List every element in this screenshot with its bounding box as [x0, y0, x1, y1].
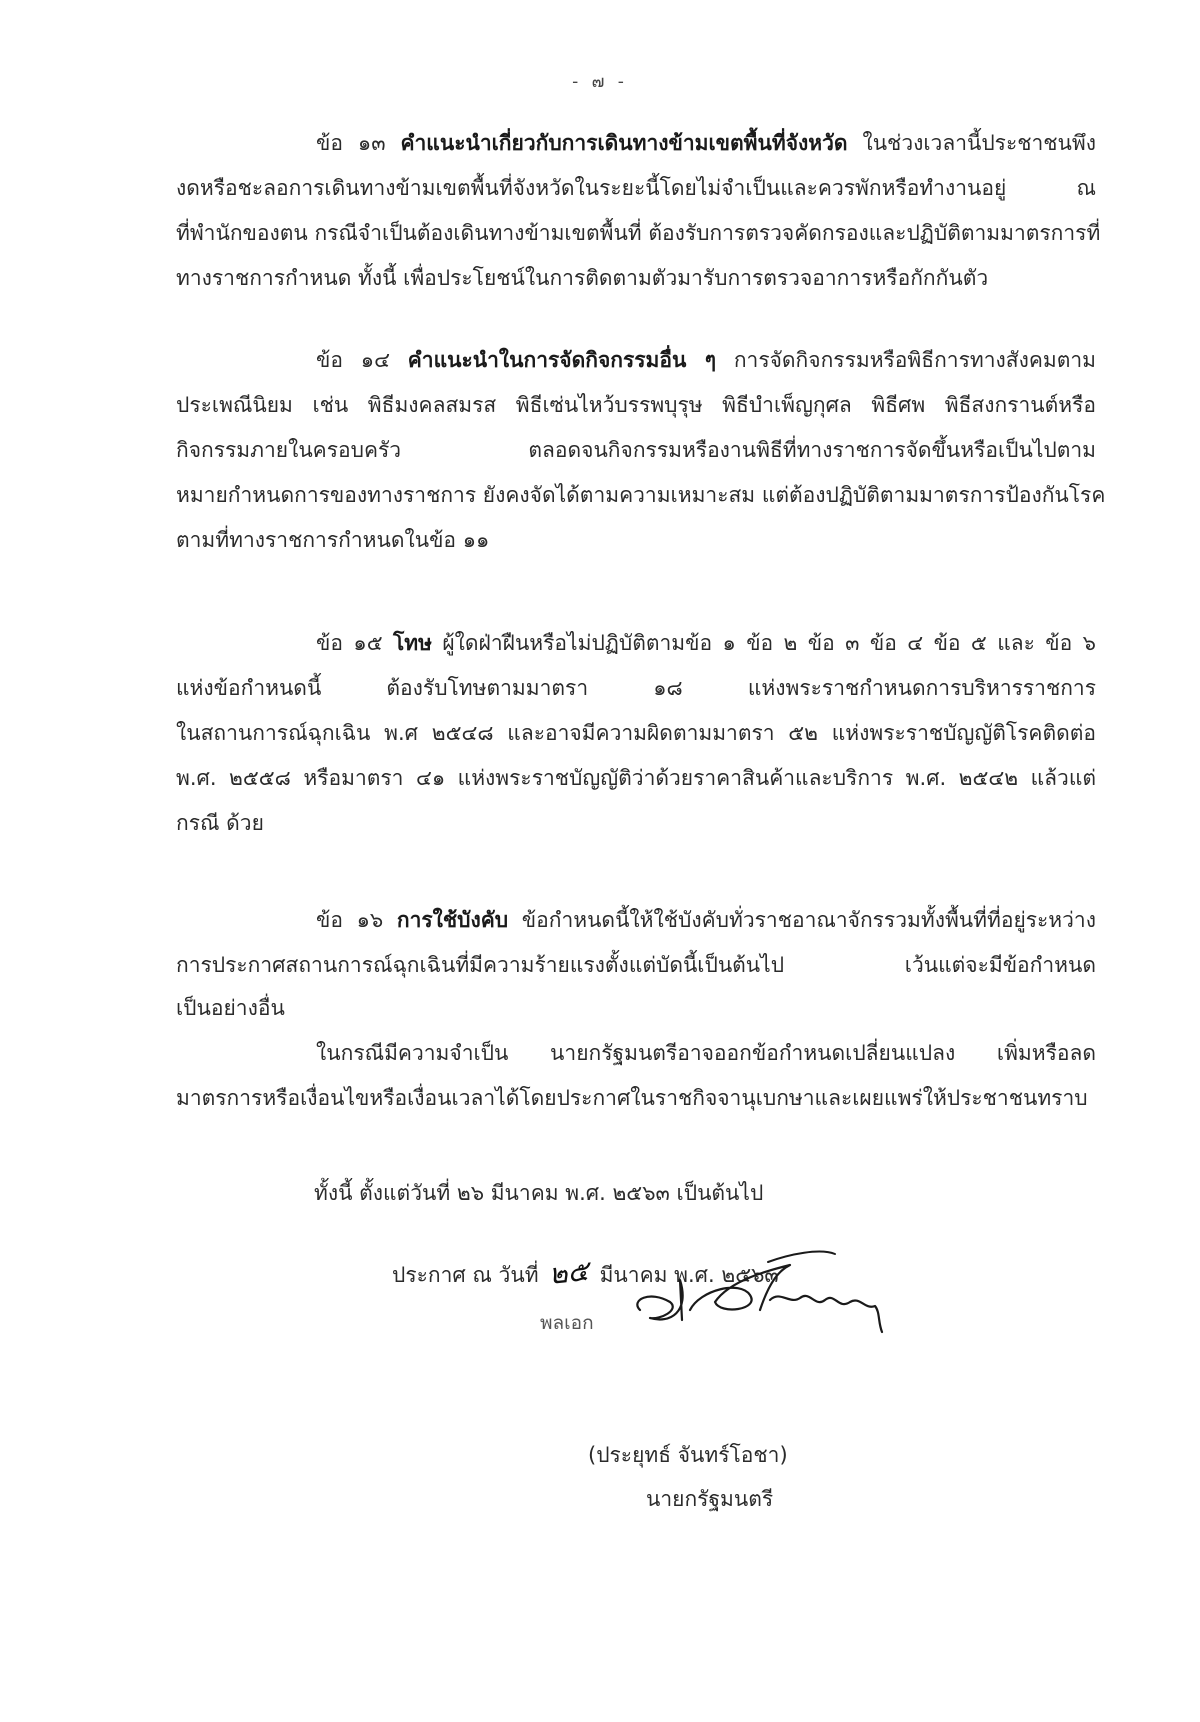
clause-15-line-3: ในสถานการณ์ฉุกเฉิน พ.ศ ๒๕๔๘ และอาจมีความผิดตามมาตรา ๕๒ แห่งพระราชบัญญัติโรคติดต่อ [176, 721, 1096, 745]
signatory-name: (ประยุทธ์ จันทร์โอชา) [588, 1443, 788, 1467]
clause-16-line-2: การประกาศสถานการณ์ฉุกเฉินที่มีความร้ายแรงตั้งแต่บัดนี้เป็นต้นไป เว้นแต่จะมีข้อกำหนด [176, 953, 1096, 977]
clause-heading: คำแนะนำเกี่ยวกับการเดินทางข้ามเขตพื้นที่จังหวัด [400, 131, 848, 155]
clause-14-line-3: กิจกรรมภายในครอบครัว ตลอดจนกิจกรรมหรืองานพิธีที่ทางราชการจัดขึ้นหรือเป็นไปตาม [176, 438, 1096, 462]
clause-13-line-4: ทางราชการกำหนด ทั้งนี้ เพื่อประโยชน์ในการติดตามตัวมารับการตรวจอาการหรือกักกันตัว [176, 266, 989, 290]
signatory-title: นายกรัฐมนตรี [646, 1487, 774, 1511]
clause-15-line-5: กรณี ด้วย [176, 811, 264, 835]
clause-16-line-1: ข้อ ๑๖ การใช้บังคับ ข้อกำหนดนี้ให้ใช้บังคับทั่วราชอาณาจักรรวมทั้งพื้นที่ที่อยู่ระหว่าง [316, 908, 1096, 932]
signature-icon [620, 1240, 900, 1340]
clause-number: ข้อ ๑๔ [316, 348, 408, 372]
announced-suffix: มีนาคม พ.ศ. ๒๕๖๓ [599, 1263, 779, 1287]
clause-15-line-4: พ.ศ. ๒๕๕๘ หรือมาตรา ๔๑ แห่งพระราชบัญญัติว่าด้วยราคาสินค้าและบริการ พ.ศ. ๒๕๔๒ แล้วแต่ [176, 766, 1096, 790]
clause-14-line-1: ข้อ ๑๔ คำแนะนำในการจัดกิจกรรมอื่น ๆ การจัดกิจกรรมหรือพิธีการทางสังคมตาม [316, 348, 1096, 372]
clause-13-line-3: ที่พำนักของตน กรณีจำเป็นต้องเดินทางข้ามเขตพื้นที่ ต้องรับการตรวจคัดกรองและปฏิบัติตามมาตรการที่ [176, 221, 1101, 245]
clause-14-line-2: ประเพณีนิยม เช่น พิธีมงคลสมรส พิธีเซ่นไหว้บรรพบุรุษ พิธีบำเพ็ญกุศล พิธีศพ พิธีสงกรานต์หรือ [176, 393, 1096, 417]
signatory-rank: พลเอก [540, 1312, 594, 1334]
clause-14-line-4: หมายกำหนดการของทางราชการ ยังคงจัดได้ตามความเหมาะสม แต่ต้องปฏิบัติตามมาตรการป้องกันโรค [176, 483, 1106, 507]
clause-number: ข้อ ๑๓ [316, 131, 401, 155]
page-number: - ๗ - [572, 72, 628, 92]
clause-15-line-1: ข้อ ๑๕ โทษ ผู้ใดฝ่าฝืนหรือไม่ปฏิบัติตามข้อ ๑ ข้อ ๒ ข้อ ๓ ข้อ ๔ ข้อ ๕ และ ข้อ ๖ [316, 631, 1096, 655]
clause-heading: การใช้บังคับ [396, 908, 509, 932]
clause-15-line-2: แห่งข้อกำหนดนี้ ต้องรับโทษตามมาตรา ๑๘ แห่งพระราชกำหนดการบริหารราชการ [176, 676, 1096, 700]
clause-heading: โทษ [392, 631, 432, 655]
clause-number: ข้อ ๑๕ [316, 631, 393, 655]
clause-number: ข้อ ๑๖ [316, 908, 397, 932]
clause-14-line-5: ตามที่ทางราชการกำหนดในข้อ ๑๑ [176, 528, 490, 552]
announced-prefix: ประกาศ ณ วันที่ [392, 1263, 539, 1287]
effective-date: ทั้งนี้ ตั้งแต่วันที่ ๒๖ มีนาคม พ.ศ. ๒๕๖๓ เป็นต้นไป [314, 1181, 764, 1205]
clause-16-line-5: มาตรการหรือเงื่อนไขหรือเงื่อนเวลาได้โดยประกาศในราชกิจจานุเบกษาและเผยแพร่ให้ประชาชนทราบ [176, 1086, 1088, 1110]
clause-16-line-4: ในกรณีมีความจำเป็น นายกรัฐมนตรีอาจออกข้อกำหนดเปลี่ยนแปลง เพิ่มหรือลด [316, 1041, 1096, 1065]
clause-13-line-1: ข้อ ๑๓ คำแนะนำเกี่ยวกับการเดินทางข้ามเขตพื้นที่จังหวัด ในช่วงเวลานี้ประชาชนพึง [316, 131, 1096, 155]
clause-16-line-3: เป็นอย่างอื่น [176, 996, 285, 1020]
handwritten-day: ๒๕ [547, 1254, 591, 1291]
clause-13-line-2: งดหรือชะลอการเดินทางข้ามเขตพื้นที่จังหวัดในระยะนี้โดยไม่จำเป็นและควรพักหรือทำงานอยู่ ณ [176, 176, 1096, 200]
clause-heading: คำแนะนำในการจัดกิจกรรมอื่น ๆ [407, 348, 717, 372]
